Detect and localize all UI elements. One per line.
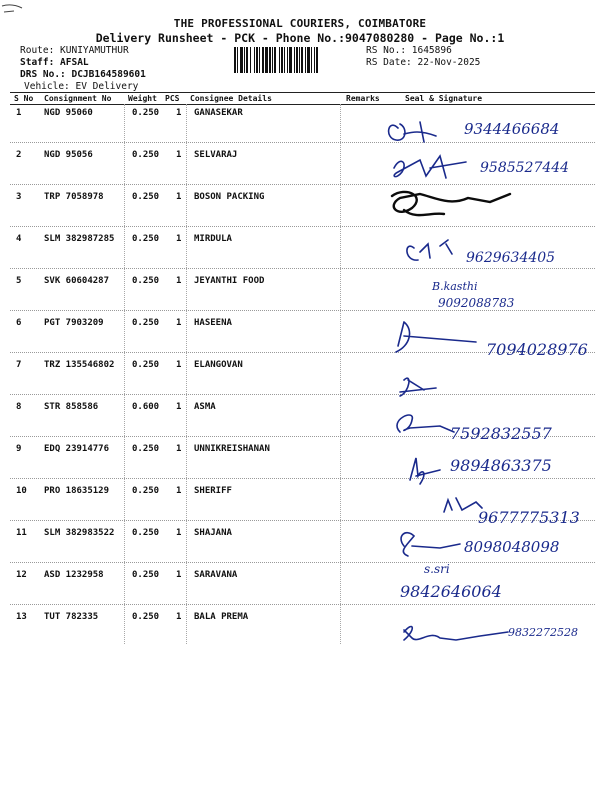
row-consignee: GANASEKAR bbox=[194, 108, 243, 118]
row-divider bbox=[10, 184, 595, 185]
row-sno: 9 bbox=[16, 444, 22, 454]
row-sno: 5 bbox=[16, 276, 22, 286]
row-weight: 0.250 bbox=[132, 486, 160, 496]
row-weight: 0.250 bbox=[132, 192, 160, 202]
row-divider bbox=[10, 142, 595, 143]
row-consignment-no: EDQ 23914776 bbox=[44, 444, 110, 454]
row-weight: 0.250 bbox=[132, 108, 160, 118]
handwritten-phone-1: 9344466684 bbox=[464, 120, 560, 138]
handwritten-phone-2: 9585527444 bbox=[480, 160, 570, 176]
company-title: THE PROFESSIONAL COURIERS, COIMBATORE bbox=[173, 17, 427, 30]
row-consignee: BALA PREMA bbox=[194, 612, 249, 622]
row-consignee: BOSON PACKING bbox=[194, 192, 265, 202]
row-pcs: 1 bbox=[176, 444, 182, 454]
handwritten-phone-6: 7094028976 bbox=[486, 340, 588, 359]
row-pcs: 1 bbox=[176, 486, 182, 496]
row-consignee: JEYANTHI FOOD bbox=[194, 276, 265, 286]
col-divider-consignee bbox=[186, 104, 187, 644]
row-consignee: HASEENA bbox=[194, 318, 232, 328]
row-sno: 13 bbox=[16, 612, 27, 622]
row-consignee: ASMA bbox=[194, 402, 216, 412]
row-divider bbox=[10, 352, 595, 353]
handwritten-phone-10: 9677775313 bbox=[478, 508, 580, 527]
row-consignee: SHAJANA bbox=[194, 528, 232, 538]
signature-6 bbox=[396, 322, 476, 352]
col-divider-remarks bbox=[340, 104, 341, 644]
signature-3 bbox=[392, 192, 510, 215]
col-header-seal: Seal & Signature bbox=[405, 94, 483, 103]
row-pcs: 1 bbox=[176, 150, 182, 160]
row-sno: 6 bbox=[16, 318, 22, 328]
row-sno: 3 bbox=[16, 192, 22, 202]
signature-1 bbox=[389, 122, 436, 142]
row-consignment-no: NGD 95056 bbox=[44, 150, 93, 160]
row-pcs: 1 bbox=[176, 276, 182, 286]
row-divider bbox=[10, 478, 595, 479]
col-header-consignee: Consignee Details bbox=[190, 94, 272, 103]
row-weight: 0.250 bbox=[132, 612, 160, 622]
col-header-weight: Weight bbox=[128, 94, 157, 103]
row-weight: 0.250 bbox=[132, 570, 160, 580]
col-header-consignment: Consignment No bbox=[44, 94, 112, 103]
row-consignee: MIRDULA bbox=[194, 234, 232, 244]
handwritten-phone-9: 9894863375 bbox=[450, 456, 552, 475]
rs-date: RS Date: 22-Nov-2025 bbox=[366, 57, 481, 68]
row-pcs: 1 bbox=[176, 234, 182, 244]
row-consignee: SELVARAJ bbox=[194, 150, 238, 160]
row-consignment-no: SVK 60604287 bbox=[44, 276, 110, 286]
row-divider bbox=[10, 436, 595, 437]
row-pcs: 1 bbox=[176, 192, 182, 202]
row-consignment-no: SLM 382983522 bbox=[44, 528, 115, 538]
row-sno: 7 bbox=[16, 360, 22, 370]
signature-9 bbox=[410, 458, 440, 484]
col-header-remarks: Remarks bbox=[346, 94, 380, 103]
row-consignee: SHERIFF bbox=[194, 486, 232, 496]
row-divider bbox=[10, 310, 595, 311]
row-weight: 0.250 bbox=[132, 444, 160, 454]
row-consignment-no: NGD 95060 bbox=[44, 108, 93, 118]
handwritten-phone-8: 7592832557 bbox=[450, 424, 552, 443]
row-divider bbox=[10, 226, 595, 227]
handwritten-phone-13: 9832272528 bbox=[508, 626, 578, 639]
row-weight: 0.600 bbox=[132, 402, 160, 412]
row-weight: 0.250 bbox=[132, 528, 160, 538]
row-divider bbox=[10, 520, 595, 521]
row-sno: 1 bbox=[16, 108, 22, 118]
route-label: Route: KUNIYAMUTHUR bbox=[20, 45, 129, 56]
row-consignment-no: SLM 382987285 bbox=[44, 234, 115, 244]
row-pcs: 1 bbox=[176, 108, 182, 118]
row-consignment-no: PRO 18635129 bbox=[44, 486, 110, 496]
staff-label: Staff: AFSAL bbox=[20, 57, 89, 68]
row-weight: 0.250 bbox=[132, 234, 160, 244]
handwritten-phone-4: 9629634405 bbox=[466, 250, 556, 266]
col-divider-weight bbox=[124, 104, 125, 644]
row-weight: 0.250 bbox=[132, 318, 160, 328]
row-pcs: 1 bbox=[176, 402, 182, 412]
row-pcs: 1 bbox=[176, 612, 182, 622]
row-weight: 0.250 bbox=[132, 150, 160, 160]
row-consignee: SARAVANA bbox=[194, 570, 238, 580]
handwritten-phone-12: 9842646064 bbox=[400, 582, 502, 601]
barcode bbox=[234, 47, 362, 73]
col-header-sno: S No bbox=[14, 94, 34, 103]
row-weight: 0.250 bbox=[132, 360, 160, 370]
signature-11 bbox=[401, 533, 460, 556]
signature-10 bbox=[444, 498, 482, 512]
row-consignment-no: ASD 1232958 bbox=[44, 570, 104, 580]
handwritten-phone-5: 9092088783 bbox=[438, 296, 515, 310]
row-consignee: ELANGOVAN bbox=[194, 360, 243, 370]
signature-13 bbox=[404, 627, 508, 640]
row-consignment-no: TRP 7058978 bbox=[44, 192, 104, 202]
signature-4 bbox=[407, 240, 452, 260]
row-sno: 2 bbox=[16, 150, 22, 160]
row-pcs: 1 bbox=[176, 528, 182, 538]
signature-2 bbox=[394, 156, 466, 178]
row-sno: 11 bbox=[16, 528, 27, 538]
row-sno: 10 bbox=[16, 486, 27, 496]
row-divider bbox=[10, 268, 595, 269]
rs-number: RS No.: 1645896 bbox=[366, 45, 452, 56]
handwritten-phone-11: 8098048098 bbox=[464, 538, 560, 556]
vehicle-label: Vehicle: EV Delivery bbox=[24, 81, 139, 92]
drs-number: DRS No.: DCJB164589601 bbox=[20, 69, 146, 80]
row-consignment-no: TUT 782335 bbox=[44, 612, 99, 622]
row-consignment-no: TRZ 135546802 bbox=[44, 360, 115, 370]
row-pcs: 1 bbox=[176, 360, 182, 370]
row-divider bbox=[10, 394, 595, 395]
header-bottom-rule bbox=[10, 104, 595, 105]
signature-8 bbox=[397, 415, 454, 432]
row-divider bbox=[10, 604, 595, 605]
handwritten-name-5: B.kasthi bbox=[432, 280, 478, 293]
row-sno: 12 bbox=[16, 570, 27, 580]
handwritten-name-12: s.sri bbox=[424, 562, 450, 576]
row-weight: 0.250 bbox=[132, 276, 160, 286]
runsheet-subtitle: Delivery Runsheet - PCK - Phone No.:9047080280 - Page No.:1 bbox=[95, 31, 505, 45]
header-top-rule bbox=[10, 92, 595, 93]
row-consignment-no: STR 858586 bbox=[44, 402, 99, 412]
col-header-pcs: PCS bbox=[165, 94, 180, 103]
row-consignment-no: PGT 7903209 bbox=[44, 318, 104, 328]
row-sno: 8 bbox=[16, 402, 22, 412]
row-consignee: UNNIKREISHANAN bbox=[194, 444, 270, 454]
row-sno: 4 bbox=[16, 234, 22, 244]
row-pcs: 1 bbox=[176, 318, 182, 328]
row-divider bbox=[10, 562, 595, 563]
row-pcs: 1 bbox=[176, 570, 182, 580]
